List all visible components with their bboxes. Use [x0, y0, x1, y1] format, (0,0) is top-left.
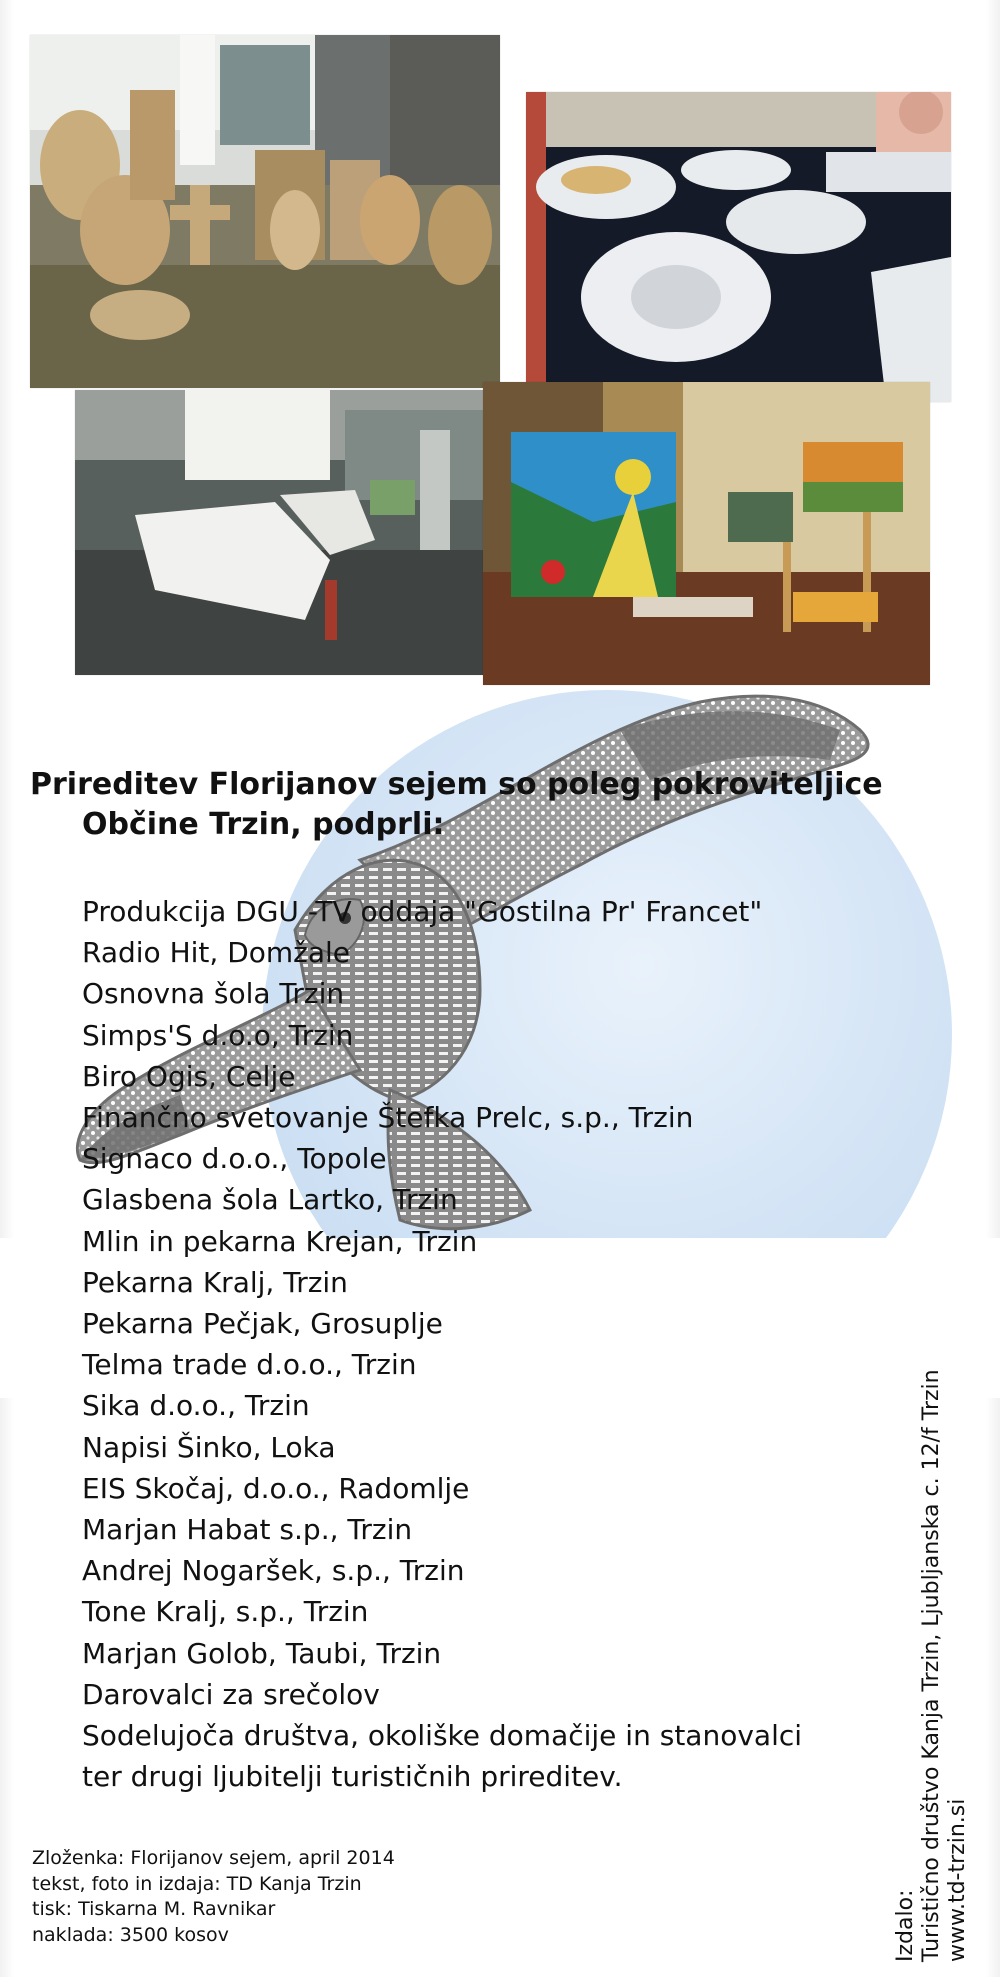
- list-item: Pekarna Pečjak, Grosuplje: [82, 1307, 443, 1341]
- wood-carvings-photo: [30, 35, 500, 388]
- list-item: Andrej Nogaršek, s.p., Trzin: [82, 1554, 465, 1588]
- list-item: Glasbena šola Lartko, Trzin: [82, 1183, 458, 1217]
- list-item: Signaco d.o.o., Topole: [82, 1142, 387, 1176]
- heading-line-1: Prireditev Florijanov sejem so poleg pokroviteljice: [30, 767, 883, 802]
- publisher-label: Izdalo:: [893, 1889, 918, 1962]
- right-page-edge: [986, 0, 1000, 1977]
- list-item: Telma trade d.o.o., Trzin: [82, 1348, 417, 1382]
- paintings-photo: [483, 382, 930, 685]
- sponsors-list: [82, 891, 902, 1797]
- publisher-address: Turistično društvo Kanja Trzin, Ljubljanska c. 12/f Trzin: [919, 1369, 944, 1962]
- wood-carving-icon: [30, 35, 500, 388]
- heading-line-2: Občine Trzin, podprli:: [82, 807, 445, 842]
- list-item: Marjan Habat s.p., Trzin: [82, 1513, 413, 1547]
- tablecloth-icon: [75, 390, 483, 675]
- list-item: Finančno svetovanje Štefka Prelc, s.p., Trzin: [82, 1101, 694, 1135]
- publisher-website[interactable]: www.td-trzin.si: [945, 1798, 970, 1962]
- list-item: Radio Hit, Domžale: [82, 936, 351, 970]
- painting-icon: [483, 382, 930, 685]
- credit-circulation: naklada: 3500 kosov: [32, 1923, 229, 1946]
- list-item: ter drugi ljubitelji turističnih prireditev.: [82, 1760, 623, 1794]
- list-item: Simps'S d.o.o, Trzin: [82, 1018, 354, 1052]
- publisher-info: [893, 1302, 971, 1962]
- list-item: EIS Skočaj, d.o.o., Radomlje: [82, 1471, 470, 1505]
- list-item: Sika d.o.o., Trzin: [82, 1389, 310, 1423]
- print-credits: [32, 1846, 395, 1948]
- list-item: Pekarna Kralj, Trzin: [82, 1265, 348, 1299]
- left-page-edge: [0, 0, 14, 1977]
- list-item: Osnovna šola Trzin: [82, 977, 345, 1011]
- list-item: Mlin in pekarna Krejan, Trzin: [82, 1224, 478, 1258]
- list-item: Sodelujoča društva, okoliške domačije in stanovalci: [82, 1719, 803, 1753]
- sponsors-heading: [30, 765, 890, 845]
- list-item: Marjan Golob, Taubi, Trzin: [82, 1636, 442, 1670]
- list-item: Darovalci za srečolov: [82, 1677, 380, 1711]
- list-item: Napisi Šinko, Loka: [82, 1430, 336, 1464]
- lace-table-photo: [526, 92, 951, 402]
- list-item: Tone Kralj, s.p., Trzin: [82, 1595, 369, 1629]
- credit-text-photo: tekst, foto in izdaja: TD Kanja Trzin: [32, 1872, 362, 1895]
- credit-print: tisk: Tiskarna M. Ravnikar: [32, 1898, 276, 1920]
- list-item: Biro Ogis, Celje: [82, 1059, 296, 1093]
- lace-icon: [526, 92, 951, 402]
- list-item: Produkcija DGU -TV oddaja "Gostilna Pr' Francet": [82, 895, 763, 928]
- market-stall-photo: [75, 390, 483, 675]
- credit-brochure: Zloženka: Florijanov sejem, april 2014: [32, 1847, 395, 1869]
